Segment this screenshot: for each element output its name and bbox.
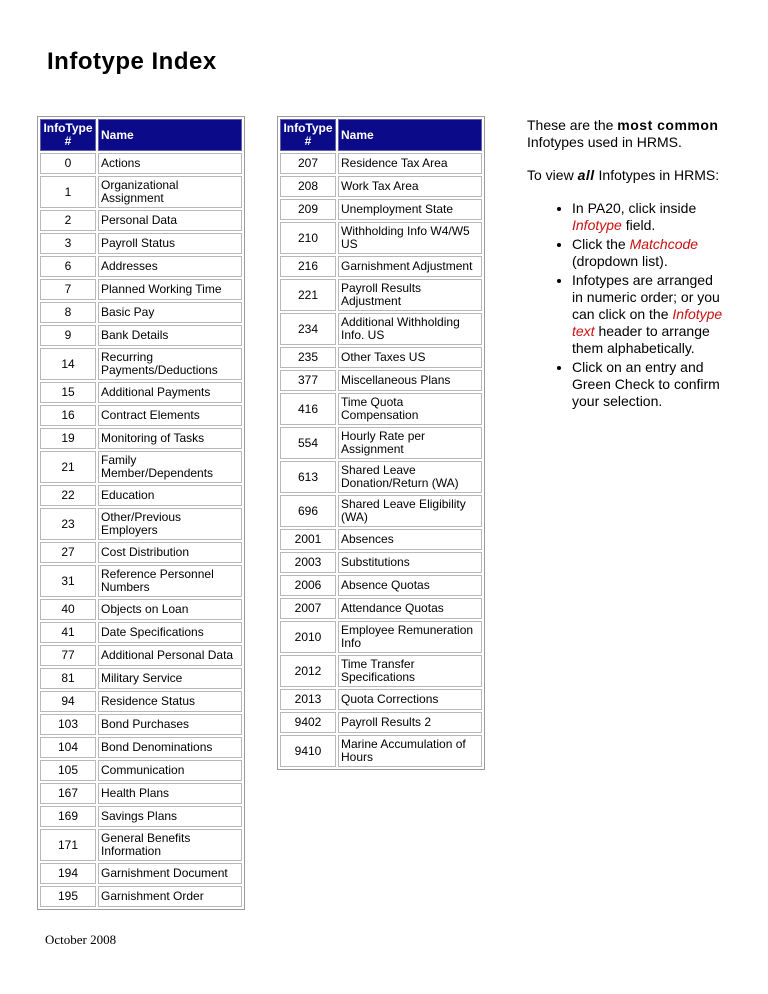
table-row [280, 689, 482, 710]
infotype-number-cell: 77 [40, 645, 96, 666]
infotype-name-cell: Other Taxes US [338, 347, 482, 368]
infotype-name-cell: Garnishment Adjustment [338, 256, 482, 277]
infotype-name-cell: Cost Distribution [98, 542, 242, 563]
table-row [40, 622, 242, 643]
table-row [40, 599, 242, 620]
infotype-name-cell: Unemployment State [338, 199, 482, 220]
table-row [280, 621, 482, 653]
infotype-number-cell: 696 [280, 495, 336, 527]
table-row [40, 325, 242, 346]
infotype-number-cell: 9 [40, 325, 96, 346]
infotype-name-cell: Communication [98, 760, 242, 781]
infotype-number-cell: 2012 [280, 655, 336, 687]
table-row [40, 714, 242, 735]
table-row [280, 176, 482, 197]
table-row [40, 176, 242, 208]
infotype-name-cell: Organizational Assignment [98, 176, 242, 208]
infotype-name-cell: Miscellaneous Plans [338, 370, 482, 391]
table-row [280, 495, 482, 527]
instructions-list [527, 200, 727, 410]
table-row [40, 863, 242, 884]
infotype-number-cell: 2007 [280, 598, 336, 619]
infotype-number-cell: 207 [280, 153, 336, 174]
infotype-number-cell: 21 [40, 451, 96, 483]
infotype-number-cell: 416 [280, 393, 336, 425]
table-row [40, 210, 242, 231]
infotype-number-cell: 2003 [280, 552, 336, 573]
table-header-row [40, 119, 242, 151]
infotype-number-cell: 194 [40, 863, 96, 884]
infotype-number-cell: 9402 [280, 712, 336, 733]
infotype-number-cell: 2 [40, 210, 96, 231]
table-row [40, 428, 242, 449]
instructions-panel [527, 117, 727, 412]
infotype-name-cell: Other/Previous Employers [98, 508, 242, 540]
table-row [280, 313, 482, 345]
infotype-name-cell: Health Plans [98, 783, 242, 804]
infotype-number-cell: 209 [280, 199, 336, 220]
infotype-name-cell: Quota Corrections [338, 689, 482, 710]
infotype-number-cell: 16 [40, 405, 96, 426]
infotype-name-cell: Reference Personnel Numbers [98, 565, 242, 597]
table-row [280, 655, 482, 687]
table-row [280, 712, 482, 733]
infotype-name-cell: Garnishment Order [98, 886, 242, 907]
infotype-number-cell: 19 [40, 428, 96, 449]
infotype-name-cell: Date Specifications [98, 622, 242, 643]
infotype-name-cell: Hourly Rate per Assignment [338, 427, 482, 459]
table-row [280, 393, 482, 425]
infotype-name-cell: Marine Accumulation of Hours [338, 735, 482, 767]
infotype-name-cell: Residence Tax Area [338, 153, 482, 174]
infotype-number-cell: 23 [40, 508, 96, 540]
infotype-name-cell: Attendance Quotas [338, 598, 482, 619]
list-item: • Infotypes are arranged in numeric order; or you can click on the Infotype text header to arrange them alphabetically. [572, 272, 727, 357]
infotype-number-cell: 27 [40, 542, 96, 563]
table-row [40, 806, 242, 827]
infotype-table-right [277, 116, 485, 770]
infotype-number-header: InfoType # [280, 119, 336, 151]
infotype-number-cell: 171 [40, 829, 96, 861]
infotype-number-cell: 104 [40, 737, 96, 758]
infotype-number-cell: 7 [40, 279, 96, 300]
table-row [40, 302, 242, 323]
infotype-number-cell: 1 [40, 176, 96, 208]
table-row [40, 760, 242, 781]
infotype-number-cell: 8 [40, 302, 96, 323]
infotype-number-cell: 15 [40, 382, 96, 403]
infotype-number-cell: 208 [280, 176, 336, 197]
page-title: Infotype Index [47, 48, 217, 75]
infotype-name-cell: Employee Remuneration Info [338, 621, 482, 653]
infotype-name-cell: Planned Working Time [98, 279, 242, 300]
table-row [280, 598, 482, 619]
table-row [280, 529, 482, 550]
table-row [40, 783, 242, 804]
infotype-number-cell: 94 [40, 691, 96, 712]
infotype-name-cell: Time Transfer Specifications [338, 655, 482, 687]
table-row [40, 691, 242, 712]
table-row [40, 542, 242, 563]
infotype-number-cell: 31 [40, 565, 96, 597]
infotype-number-cell: 0 [40, 153, 96, 174]
infotype-number-cell: 6 [40, 256, 96, 277]
infotype-name-cell: Personal Data [98, 210, 242, 231]
table-row [40, 829, 242, 861]
infotype-name-cell: Objects on Loan [98, 599, 242, 620]
list-item: • Click on an entry and Green Check to confirm your selection. [572, 359, 727, 410]
table-row [40, 508, 242, 540]
table-row [280, 222, 482, 254]
infotype-number-cell: 216 [280, 256, 336, 277]
table-row [280, 199, 482, 220]
table-row [280, 461, 482, 493]
infotype-number-cell: 14 [40, 348, 96, 380]
table-row [280, 153, 482, 174]
table-row [40, 565, 242, 597]
infotype-name-cell: Monitoring of Tasks [98, 428, 242, 449]
infotype-number-cell: 235 [280, 347, 336, 368]
infotype-name-cell: Contract Elements [98, 405, 242, 426]
table-row [40, 668, 242, 689]
infotype-name-cell: Payroll Results 2 [338, 712, 482, 733]
infotype-number-cell: 377 [280, 370, 336, 391]
infotype-number-cell: 2006 [280, 575, 336, 596]
infotype-name-cell: Bank Details [98, 325, 242, 346]
infotype-number-cell: 195 [40, 886, 96, 907]
table-row [40, 451, 242, 483]
infotype-table-left [37, 116, 245, 910]
table-row [40, 382, 242, 403]
table-row [40, 886, 242, 907]
table-row [40, 737, 242, 758]
infotype-number-cell: 613 [280, 461, 336, 493]
list-item: • Click the Matchcode (dropdown list). [572, 236, 727, 270]
infotype-name-cell: Time Quota Compensation [338, 393, 482, 425]
infotype-number-cell: 2013 [280, 689, 336, 710]
infotype-name-cell: Garnishment Document [98, 863, 242, 884]
infotype-number-cell: 169 [40, 806, 96, 827]
table-header-row [280, 119, 482, 151]
infotype-number-cell: 41 [40, 622, 96, 643]
table-row [280, 347, 482, 368]
infotype-name-cell: Bond Denominations [98, 737, 242, 758]
infotype-name-cell: Bond Purchases [98, 714, 242, 735]
infotype-name-cell: Military Service [98, 668, 242, 689]
table-row [40, 279, 242, 300]
infotype-name-cell: General Benefits Information [98, 829, 242, 861]
infotype-name-cell: Additional Payments [98, 382, 242, 403]
table-row [280, 552, 482, 573]
list-item: • In PA20, click inside Infotype field. [572, 200, 727, 234]
infotype-number-cell: 22 [40, 485, 96, 506]
view-all-paragraph: To view all Infotypes in HRMS: [527, 167, 720, 183]
infotype-name-cell: Absence Quotas [338, 575, 482, 596]
table-row [280, 427, 482, 459]
infotype-number-cell: 9410 [280, 735, 336, 767]
infotype-number-cell: 3 [40, 233, 96, 254]
infotype-name-cell: Basic Pay [98, 302, 242, 323]
infotype-name-cell: Payroll Results Adjustment [338, 279, 482, 311]
name-header: Name [98, 119, 242, 151]
intro-paragraph: These are the most common Infotypes used in HRMS. [527, 117, 719, 150]
infotype-number-cell: 234 [280, 313, 336, 345]
infotype-name-cell: Absences [338, 529, 482, 550]
table-row [280, 575, 482, 596]
table-row [280, 279, 482, 311]
infotype-name-cell: Addresses [98, 256, 242, 277]
name-header: Name [338, 119, 482, 151]
footer-date: October 2008 [45, 932, 117, 947]
infotype-name-cell: Residence Status [98, 691, 242, 712]
infotype-name-cell: Payroll Status [98, 233, 242, 254]
table-row [40, 405, 242, 426]
infotype-number-cell: 40 [40, 599, 96, 620]
table-row [40, 256, 242, 277]
infotype-number-header: InfoType # [40, 119, 96, 151]
table-row [40, 645, 242, 666]
infotype-name-cell: Shared Leave Donation/Return (WA) [338, 461, 482, 493]
table-row [40, 233, 242, 254]
table-row [280, 735, 482, 767]
table-row [40, 153, 242, 174]
infotype-name-cell: Savings Plans [98, 806, 242, 827]
infotype-number-cell: 2010 [280, 621, 336, 653]
infotype-number-cell: 210 [280, 222, 336, 254]
infotype-name-cell: Substitutions [338, 552, 482, 573]
infotype-number-cell: 81 [40, 668, 96, 689]
infotype-name-cell: Actions [98, 153, 242, 174]
table-row [280, 370, 482, 391]
infotype-name-cell: Withholding Info W4/W5 US [338, 222, 482, 254]
infotype-name-cell: Work Tax Area [338, 176, 482, 197]
infotype-number-cell: 105 [40, 760, 96, 781]
table-row [40, 485, 242, 506]
table-row [280, 256, 482, 277]
infotype-number-cell: 2001 [280, 529, 336, 550]
infotype-name-cell: Family Member/Dependents [98, 451, 242, 483]
infotype-name-cell: Education [98, 485, 242, 506]
infotype-number-cell: 167 [40, 783, 96, 804]
infotype-name-cell: Recurring Payments/Deductions [98, 348, 242, 380]
infotype-number-cell: 221 [280, 279, 336, 311]
infotype-number-cell: 103 [40, 714, 96, 735]
infotype-name-cell: Shared Leave Eligibility (WA) [338, 495, 482, 527]
infotype-name-cell: Additional Personal Data [98, 645, 242, 666]
infotype-name-cell: Additional Withholding Info. US [338, 313, 482, 345]
infotype-number-cell: 554 [280, 427, 336, 459]
table-row [40, 348, 242, 380]
